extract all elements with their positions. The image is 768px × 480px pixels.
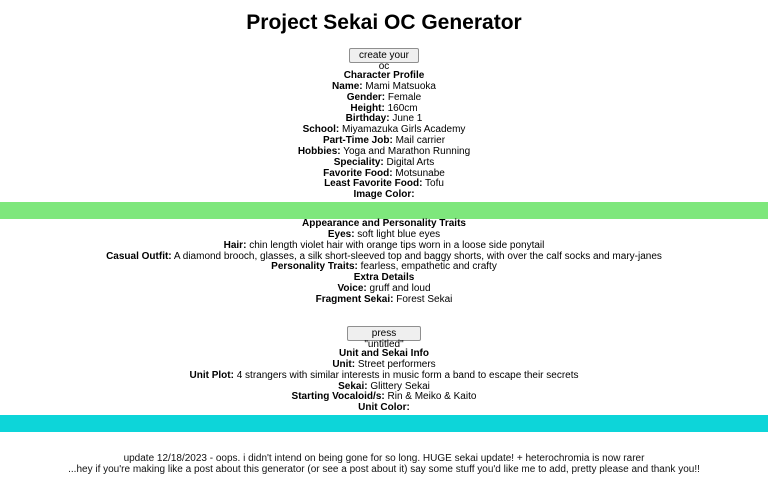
create-oc-button[interactable]: create your oc — [349, 48, 419, 63]
least-favorite-food-value: Tofu — [422, 178, 444, 190]
eyes-value: soft light blue eyes — [354, 228, 441, 240]
image-color-field — [0, 190, 768, 201]
starting-vocaloids-label: Starting Vocaloid/s: — [291, 391, 385, 403]
unit-color-swatch — [0, 415, 768, 432]
hair-label: Hair: — [223, 239, 247, 251]
name-label: Name: — [332, 80, 363, 92]
unit-plot-label: Unit Plot: — [189, 369, 234, 381]
image-color-swatch — [0, 202, 768, 219]
hobbies-label: Hobbies: — [297, 145, 341, 157]
birthday-value: June 1 — [389, 113, 423, 125]
school-label: School: — [302, 124, 340, 136]
speciality-value: Digital Arts — [383, 156, 435, 168]
casual-outfit-label: Casual Outfit: — [106, 250, 172, 262]
extra-details-heading: Extra Details — [353, 272, 415, 284]
page-title: Project Sekai OC Generator — [246, 11, 522, 34]
least-favorite-food-label: Least Favorite Food: — [324, 178, 423, 190]
unit-plot-value: 4 strangers with similar interests in music form a band to escape their secrets — [233, 369, 579, 381]
fragment-sekai-field — [0, 295, 768, 306]
fragment-sekai-value: Forest Sekai — [393, 293, 453, 305]
appearance-section — [0, 219, 768, 306]
gender-label: Gender: — [346, 91, 386, 103]
personality-traits-label: Personality Traits: — [271, 261, 358, 273]
height-value: 160cm — [384, 102, 418, 114]
personality-traits-value: fearless, empathetic and crafty — [357, 261, 497, 273]
sekai-value: Glittery Sekai — [367, 380, 430, 392]
favorite-food-value: Motsunabe — [392, 167, 445, 179]
casual-outfit-value: A diamond brooch, glasses, a silk short-sleeved top and baggy shorts, with over the calf socks and mary-janes — [171, 250, 662, 262]
appearance-heading: Appearance and Personality Traits — [302, 218, 466, 229]
hobbies-value: Yoga and Marathon Running — [340, 145, 471, 157]
image-color-label: Image Color: — [353, 189, 415, 201]
starting-vocaloids-value: Rin & Meiko & Kaito — [384, 391, 477, 403]
part-time-job-label: Part-Time Job: — [322, 135, 393, 147]
unit-sekai-heading: Unit and Sekai Info — [338, 348, 429, 359]
part-time-job-value: Mail carrier — [392, 135, 446, 147]
unit-color-label: Unit Color: — [358, 402, 410, 414]
footer-notes — [0, 453, 768, 475]
eyes-label: Eyes: — [327, 228, 355, 240]
favorite-food-label: Favorite Food: — [323, 167, 393, 179]
unit-color-field — [0, 403, 768, 414]
request-note: ...hey if you're making like a post about this generator (or see a post about it) say some stuff you'd like me to add, pretty please and thank you!! — [68, 464, 700, 475]
fragment-sekai-label: Fragment Sekai: — [315, 293, 394, 305]
voice-label: Voice: — [337, 283, 367, 295]
height-label: Height: — [350, 102, 385, 114]
speciality-label: Speciality: — [333, 156, 384, 168]
gender-value: Female — [385, 91, 422, 103]
untitled-button[interactable]: press "untitled" — [347, 326, 421, 341]
character-profile-section — [0, 71, 768, 201]
sekai-label: Sekai: — [338, 380, 368, 392]
unit-label: Unit: — [332, 358, 356, 370]
name-value: Mami Matsuoka — [362, 80, 436, 92]
school-value: Miyamazuka Girls Academy — [339, 124, 466, 136]
hair-value: chin length violet hair with orange tips worn in a loose side ponytail — [246, 239, 545, 251]
birthday-label: Birthday: — [345, 113, 390, 125]
character-profile-heading: Character Profile — [343, 70, 425, 81]
update-note: update 12/18/2023 - oops. i didn't intend on being gone for so long. HUGE sekai update! + heterochromia is now rarer — [123, 453, 645, 464]
unit-value: Street performers — [355, 358, 436, 370]
voice-value: gruff and loud — [366, 283, 431, 295]
unit-sekai-section — [0, 349, 768, 414]
